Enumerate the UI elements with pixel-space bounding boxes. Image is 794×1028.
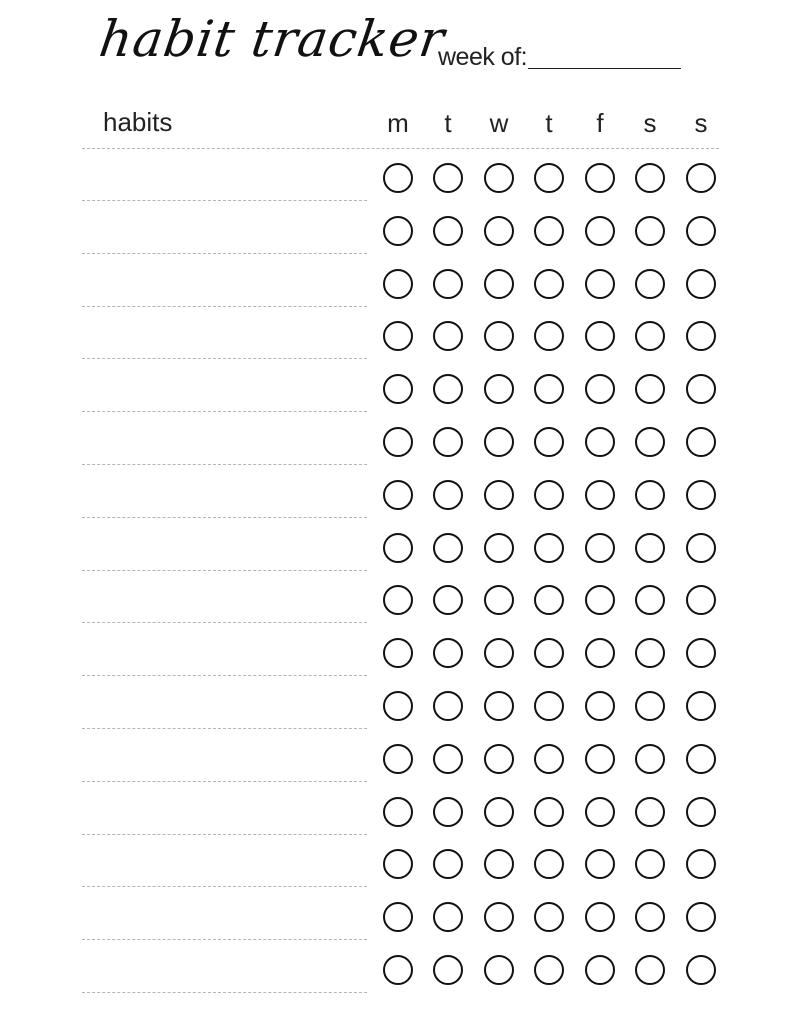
- habit-check-circle[interactable]: [686, 744, 716, 774]
- habit-check-circle[interactable]: [686, 427, 716, 457]
- habit-check-circle[interactable]: [686, 849, 716, 879]
- habit-check-circle[interactable]: [433, 902, 463, 932]
- habit-check-circle[interactable]: [383, 797, 413, 827]
- habit-check-circle[interactable]: [534, 216, 564, 246]
- habit-entry-line[interactable]: [82, 253, 367, 254]
- habit-check-circle[interactable]: [534, 955, 564, 985]
- habit-check-circle[interactable]: [635, 955, 665, 985]
- habit-check-circle[interactable]: [433, 955, 463, 985]
- habit-check-circle[interactable]: [433, 374, 463, 404]
- habit-check-circle[interactable]: [383, 321, 413, 351]
- habit-check-circle[interactable]: [383, 691, 413, 721]
- habit-check-circle[interactable]: [585, 638, 615, 668]
- header-divider: [82, 148, 719, 149]
- habit-check-circle[interactable]: [433, 797, 463, 827]
- habit-check-circle[interactable]: [534, 374, 564, 404]
- day-header-2: w: [489, 108, 509, 138]
- habit-check-circle[interactable]: [635, 585, 665, 615]
- habit-check-circle[interactable]: [635, 321, 665, 351]
- habit-check-circle[interactable]: [484, 955, 514, 985]
- habit-check-circle[interactable]: [585, 533, 615, 563]
- habit-check-circle[interactable]: [686, 216, 716, 246]
- habit-check-circle[interactable]: [534, 533, 564, 563]
- habit-entry-line[interactable]: [82, 781, 367, 782]
- habit-check-circle[interactable]: [534, 321, 564, 351]
- habit-check-circle[interactable]: [383, 163, 413, 193]
- habit-check-circle[interactable]: [686, 638, 716, 668]
- habit-check-circle[interactable]: [383, 744, 413, 774]
- habit-check-circle[interactable]: [484, 321, 514, 351]
- week-of-field[interactable]: [438, 42, 681, 72]
- day-header-5: s: [643, 108, 657, 138]
- habit-check-circle[interactable]: [635, 797, 665, 827]
- habit-check-circle[interactable]: [585, 744, 615, 774]
- habit-check-circle[interactable]: [686, 269, 716, 299]
- habit-check-circle[interactable]: [383, 533, 413, 563]
- habit-check-circle[interactable]: [433, 480, 463, 510]
- habit-check-circle[interactable]: [534, 744, 564, 774]
- habit-check-circle[interactable]: [686, 797, 716, 827]
- day-header-3: t: [545, 108, 553, 138]
- habit-check-circle[interactable]: [534, 691, 564, 721]
- habit-check-circle[interactable]: [484, 849, 514, 879]
- habit-check-circle[interactable]: [635, 638, 665, 668]
- habit-entry-line[interactable]: [82, 411, 367, 412]
- habit-entry-line[interactable]: [82, 200, 367, 201]
- habits-column-header: habits: [103, 107, 173, 137]
- habit-check-circle[interactable]: [585, 216, 615, 246]
- habit-check-circle[interactable]: [484, 638, 514, 668]
- habit-check-circle[interactable]: [534, 797, 564, 827]
- habit-check-circle[interactable]: [383, 427, 413, 457]
- habit-entry-line[interactable]: [82, 992, 367, 993]
- habit-entry-line[interactable]: [82, 834, 367, 835]
- habit-check-circle[interactable]: [383, 902, 413, 932]
- habit-check-circle[interactable]: [686, 163, 716, 193]
- habit-check-circle[interactable]: [433, 585, 463, 615]
- habit-entry-line[interactable]: [82, 886, 367, 887]
- week-of-label: week of:: [438, 43, 528, 71]
- habit-check-circle[interactable]: [585, 585, 615, 615]
- habit-check-circle[interactable]: [484, 480, 514, 510]
- habit-check-circle[interactable]: [534, 269, 564, 299]
- habit-check-circle[interactable]: [484, 585, 514, 615]
- habit-check-circle[interactable]: [534, 849, 564, 879]
- habit-check-circle[interactable]: [433, 638, 463, 668]
- habit-check-circle[interactable]: [635, 902, 665, 932]
- habit-check-circle[interactable]: [585, 849, 615, 879]
- habit-check-circle[interactable]: [585, 269, 615, 299]
- habit-entry-line[interactable]: [82, 622, 367, 623]
- habit-check-circle[interactable]: [433, 163, 463, 193]
- habit-check-circle[interactable]: [635, 374, 665, 404]
- habit-check-circle[interactable]: [585, 427, 615, 457]
- habit-check-circle[interactable]: [686, 691, 716, 721]
- day-header-0: m: [387, 108, 409, 138]
- habit-check-circle[interactable]: [635, 216, 665, 246]
- habit-check-circle[interactable]: [534, 427, 564, 457]
- habit-check-circle[interactable]: [686, 955, 716, 985]
- habit-check-circle[interactable]: [534, 163, 564, 193]
- habit-check-circle[interactable]: [635, 427, 665, 457]
- habit-check-circle[interactable]: [635, 269, 665, 299]
- habit-check-circle[interactable]: [585, 797, 615, 827]
- habit-check-circle[interactable]: [383, 849, 413, 879]
- habit-check-circle[interactable]: [686, 321, 716, 351]
- habit-check-circle[interactable]: [484, 163, 514, 193]
- habit-check-circle[interactable]: [635, 533, 665, 563]
- habit-entry-line[interactable]: [82, 675, 367, 676]
- habit-check-circle[interactable]: [585, 480, 615, 510]
- habit-check-circle[interactable]: [484, 269, 514, 299]
- habit-check-circle[interactable]: [585, 691, 615, 721]
- habit-entry-line[interactable]: [82, 939, 367, 940]
- habit-check-circle[interactable]: [383, 638, 413, 668]
- page-title: habit tracker: [95, 10, 449, 68]
- habit-entry-line[interactable]: [82, 517, 367, 518]
- habit-check-circle[interactable]: [383, 955, 413, 985]
- habit-check-circle[interactable]: [433, 427, 463, 457]
- habit-check-circle[interactable]: [635, 163, 665, 193]
- habit-check-circle[interactable]: [585, 902, 615, 932]
- week-of-blank-line[interactable]: [528, 68, 681, 69]
- habit-check-circle[interactable]: [433, 216, 463, 246]
- habit-check-circle[interactable]: [383, 269, 413, 299]
- habit-check-circle[interactable]: [484, 691, 514, 721]
- habit-check-circle[interactable]: [484, 902, 514, 932]
- habit-check-circle[interactable]: [686, 374, 716, 404]
- habit-check-circle[interactable]: [686, 480, 716, 510]
- habit-check-circle[interactable]: [534, 480, 564, 510]
- habit-entry-line[interactable]: [82, 570, 367, 571]
- habit-check-circle[interactable]: [433, 691, 463, 721]
- day-header-4: f: [596, 108, 604, 138]
- habit-check-circle[interactable]: [484, 374, 514, 404]
- habit-check-circle[interactable]: [484, 427, 514, 457]
- habit-entry-line[interactable]: [82, 728, 367, 729]
- habit-check-circle[interactable]: [484, 216, 514, 246]
- habit-check-circle[interactable]: [433, 269, 463, 299]
- habit-check-circle[interactable]: [433, 744, 463, 774]
- habit-check-circle[interactable]: [585, 321, 615, 351]
- habit-check-circle[interactable]: [585, 374, 615, 404]
- habit-check-circle[interactable]: [635, 691, 665, 721]
- habit-check-circle[interactable]: [484, 744, 514, 774]
- habit-check-circle[interactable]: [534, 585, 564, 615]
- habit-check-circle[interactable]: [534, 902, 564, 932]
- habit-check-circle[interactable]: [585, 163, 615, 193]
- habit-check-circle[interactable]: [383, 585, 413, 615]
- habit-check-circle[interactable]: [686, 533, 716, 563]
- habit-check-circle[interactable]: [383, 374, 413, 404]
- day-header-1: t: [444, 108, 452, 138]
- habit-check-circle[interactable]: [433, 321, 463, 351]
- habit-check-circle[interactable]: [383, 480, 413, 510]
- habit-entry-line[interactable]: [82, 306, 367, 307]
- day-header-6: s: [694, 108, 708, 138]
- habit-check-circle[interactable]: [534, 638, 564, 668]
- habit-check-circle[interactable]: [433, 849, 463, 879]
- habit-check-circle[interactable]: [686, 902, 716, 932]
- habit-entry-line[interactable]: [82, 358, 367, 359]
- habit-check-circle[interactable]: [484, 797, 514, 827]
- habit-check-circle[interactable]: [585, 955, 615, 985]
- habit-check-circle[interactable]: [686, 585, 716, 615]
- habit-check-circle[interactable]: [635, 480, 665, 510]
- habit-check-circle[interactable]: [635, 849, 665, 879]
- habit-check-circle[interactable]: [484, 533, 514, 563]
- habit-check-circle[interactable]: [383, 216, 413, 246]
- habit-check-circle[interactable]: [635, 744, 665, 774]
- habit-check-circle[interactable]: [433, 533, 463, 563]
- habit-entry-line[interactable]: [82, 464, 367, 465]
